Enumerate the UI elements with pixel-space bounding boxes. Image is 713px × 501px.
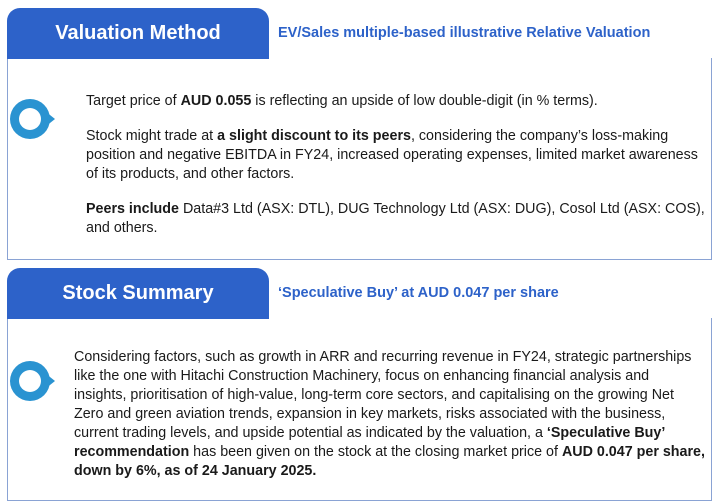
location-pin-icon: [4, 94, 56, 146]
valuation-title: Valuation Method: [7, 8, 269, 58]
stock-summary-subtitle: ‘Speculative Buy’ at AUD 0.047 per share: [278, 285, 559, 301]
valuation-paragraph-3: Peers include Data#3 Ltd (ASX: DTL), DUG Technology Ltd (ASX: DUG), Cosol Ltd (ASX: COS), and others.: [86, 201, 705, 236]
stock-summary-section: [0, 268, 713, 501]
valuation-paragraph-1: Target price of AUD 0.055 is reflecting an upside of low double-digit (in % terms).: [86, 93, 598, 109]
stock-summary-body: [74, 348, 705, 497]
stock-summary-title: Stock Summary: [7, 268, 269, 318]
valuation-paragraph-2: Stock might trade at a slight discount to its peers, considering the company’s loss-making position and negative EBITDA in FY24, increased operating expenses, limited market awareness of its products, and other factors.: [86, 128, 698, 182]
location-pin-icon: [4, 356, 56, 408]
valuation-section: [0, 8, 713, 260]
valuation-body: [86, 92, 705, 254]
valuation-subtitle: EV/Sales multiple-based illustrative Relative Valuation: [278, 25, 651, 41]
stock-summary-paragraph: Considering factors, such as growth in ARR and recurring revenue in FY24, strategic partnerships like the one with Hitachi Construction Machinery, focus on enhancing financial analysis and insights, prioritisation of high-value, long-term core sectors, and capitalising on the growing Net Zero and green aviation trends, expansion in key markets, risks associated with the business, current trading levels, and upside potential as indicated by the valuation, a ‘Speculative Buy’ recommendation has been given on the stock at the closing market price of AUD 0.047 per share, down by 6%, as of 24 January 2025.: [74, 349, 705, 479]
